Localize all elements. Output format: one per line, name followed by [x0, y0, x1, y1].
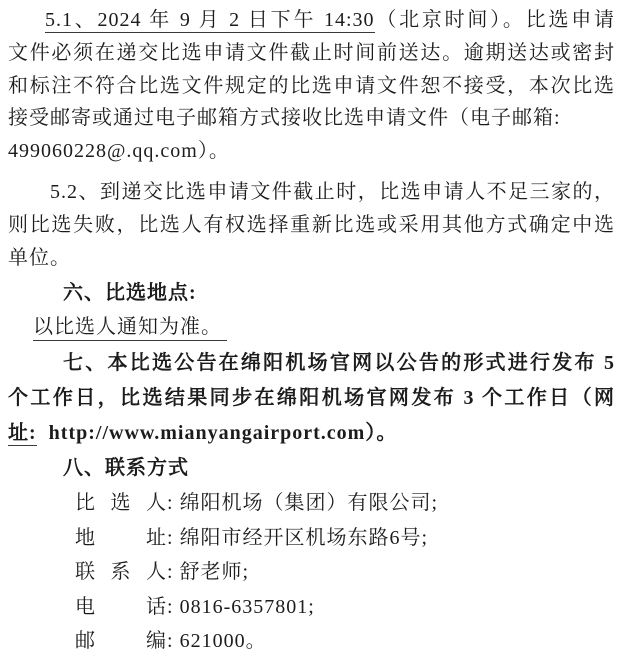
contact-label: 比选人 [75, 492, 167, 515]
website-url: http://www.mianyangairport.com）。 [36, 422, 398, 445]
selector-name: 绵阳机场（集团）有限公司; [179, 492, 439, 515]
para-5-1-line-4: 接受邮寄或通过电子邮箱方式接收比选申请文件（电子邮箱: [8, 107, 561, 130]
para-5-2-line-1: 5.2、到递交比选申请文件截止时，比选申请人不足三家的， [50, 180, 615, 203]
para-7-line-3 [8, 416, 615, 451]
contact-row-person [8, 555, 615, 590]
contact-row-selector [8, 486, 615, 521]
section-5-2-insufficient-applicants [8, 176, 615, 274]
address-value: 绵阳市经开区机场东路6号; [179, 526, 429, 549]
para-5-1-line-3: 和标注不符合比选文件规定的比选申请文件恕不接受，本次比选 [8, 74, 615, 97]
section-8-heading: 八、联系方式 [63, 457, 189, 480]
section-5-submission-deadline [8, 4, 615, 168]
label-colon: : [167, 492, 180, 515]
para-5-1-line-2: 文件必须在递交比选申请文件截止时间前送达。逾期送达或密封 [8, 41, 615, 64]
label-colon: : [167, 630, 180, 653]
para-7-line-2: 个工作日，比选结果同步在绵阳机场官网发布 3 个工作日（网 [8, 387, 615, 410]
contact-label: 电话 [75, 595, 167, 618]
section-8-contact-info [8, 451, 615, 659]
url-label-underlined: 址: [8, 422, 37, 445]
para-5-1-line-1-rest: （北京时间）。比选申请 [374, 9, 615, 31]
location-note-underlined: 以比选人通知为准。 [33, 316, 227, 341]
section-6-location [8, 276, 615, 344]
label-colon: : [167, 561, 180, 584]
postcode-value: 621000。 [179, 630, 267, 653]
para-5-1-line-1 [8, 4, 615, 37]
contact-list [8, 486, 615, 659]
contact-row-address [8, 521, 615, 556]
section-6-body [8, 310, 615, 344]
contact-label: 地址 [75, 526, 167, 549]
contact-label: 联系人 [75, 561, 167, 584]
section-7-announcement-publication [8, 346, 615, 451]
deadline-datetime-underlined: 5.1、2024 年 9 月 2 日下午 14:30 [45, 9, 375, 31]
contact-person-value: 舒老师; [179, 561, 250, 584]
label-colon: : [167, 595, 180, 618]
label-colon: : [167, 526, 180, 549]
contact-row-phone [8, 590, 615, 625]
para-5-2-line-3: 单位。 [8, 246, 71, 269]
phone-number-value: 0816-6357801; [179, 595, 315, 618]
section-6-heading: 六、比选地点: [63, 282, 197, 305]
contact-row-postcode [8, 624, 615, 659]
para-5-2-line-2: 则比选失败，比选人有权选择重新比选或采用其他方式确定中选 [8, 213, 615, 236]
email-address: 499060228@.qq.com）。 [8, 140, 230, 163]
contact-label: 邮编 [75, 630, 167, 653]
para-7-line-1: 七、本比选公告在绵阳机场官网以公告的形式进行发布 5 [63, 352, 615, 375]
